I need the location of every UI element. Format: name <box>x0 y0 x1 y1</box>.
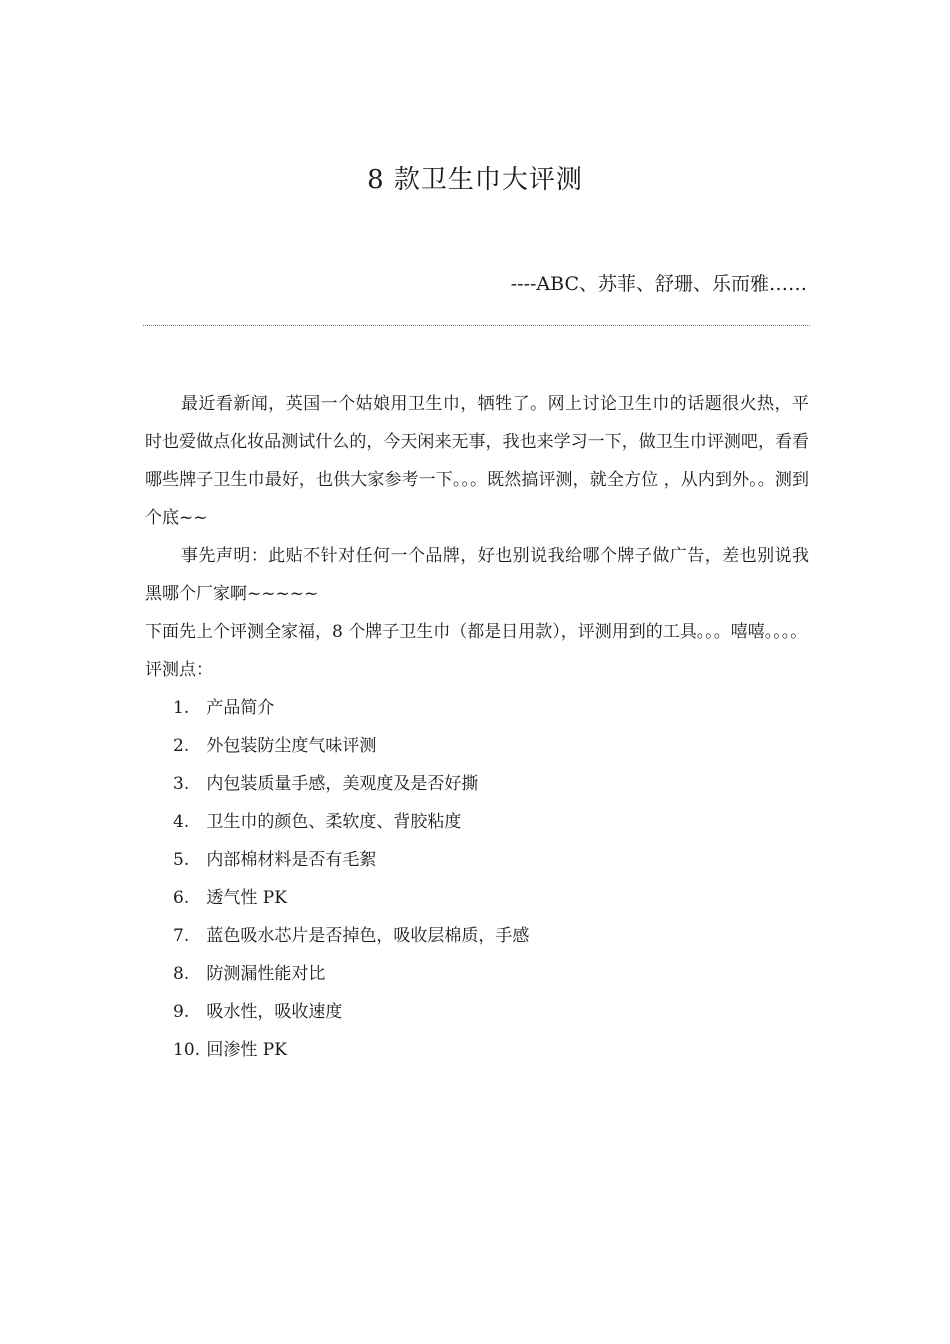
list-item <box>145 879 809 917</box>
list-item-text: 防测漏性能对比 <box>206 964 326 984</box>
list-item <box>145 765 809 803</box>
page-subtitle: ----ABC、苏菲、舒珊、乐而雅…… <box>510 273 807 295</box>
list-item-number: 5. <box>173 850 190 870</box>
list-item-number: 7. <box>173 926 190 946</box>
list-item-text: 内包装质量手感，美观度及是否好撕 <box>206 774 479 794</box>
list-item-number: 10. <box>173 1040 201 1060</box>
list-item-number: 4. <box>173 812 190 832</box>
list-item <box>145 917 809 955</box>
list-item <box>145 803 809 841</box>
list-item-number: 9. <box>173 1002 190 1022</box>
dotted-divider <box>143 325 810 326</box>
list-item <box>145 727 809 765</box>
list-item-number: 6. <box>173 888 190 908</box>
intro-paragraph: 最近看新闻，英国一个姑娘用卫生巾，牺牲了。网上讨论卫生巾的话题很火热，平时也爱做点化妆品测试什么的，今天闲来无事，我也来学习一下，做卫生巾评测吧，看看哪些牌子卫生巾最好，也供大家参考一下。。。既然搞评测，就全方位 ，从内到外。。测到个底~~ <box>145 394 809 528</box>
list-item <box>145 955 809 993</box>
list-item-text: 蓝色吸水芯片是否掉色，吸收层棉质，手感 <box>206 926 530 946</box>
family-photo-paragraph: 下面先上个评测全家福，8 个牌子卫生巾（都是日用款），评测用到的工具。。。嘻嘻。。。。 <box>145 622 808 642</box>
list-item <box>145 689 809 727</box>
list-item-number: 1. <box>173 698 190 718</box>
page-title: 8 款卫生巾大评测 <box>367 165 583 195</box>
list-heading: 评测点： <box>145 660 213 680</box>
article-body <box>145 385 809 1069</box>
list-item-text: 产品简介 <box>206 698 275 718</box>
disclaimer-paragraph: 事先声明：此贴不针对任何一个品牌，好也别说我给哪个牌子做广告，差也别说我黑哪个厂家啊~~~~~ <box>145 546 809 604</box>
list-item-number: 3. <box>173 774 190 794</box>
list-item-text: 透气性 PK <box>206 888 287 908</box>
list-item <box>145 1031 809 1069</box>
list-item <box>145 993 809 1031</box>
list-item-text: 卫生巾的颜色、柔软度、背胶粘度 <box>206 812 462 832</box>
list-item-number: 2. <box>173 736 190 756</box>
list-item-number: 8. <box>173 964 190 984</box>
list-item-text: 内部棉材料是否有毛絮 <box>206 850 377 870</box>
list-item <box>145 841 809 879</box>
list-item-text: 回渗性 PK <box>206 1040 287 1060</box>
list-item-text: 吸水性，吸收速度 <box>206 1002 343 1022</box>
evaluation-points-list <box>145 689 809 1069</box>
list-item-text: 外包装防尘度气味评测 <box>206 736 377 756</box>
